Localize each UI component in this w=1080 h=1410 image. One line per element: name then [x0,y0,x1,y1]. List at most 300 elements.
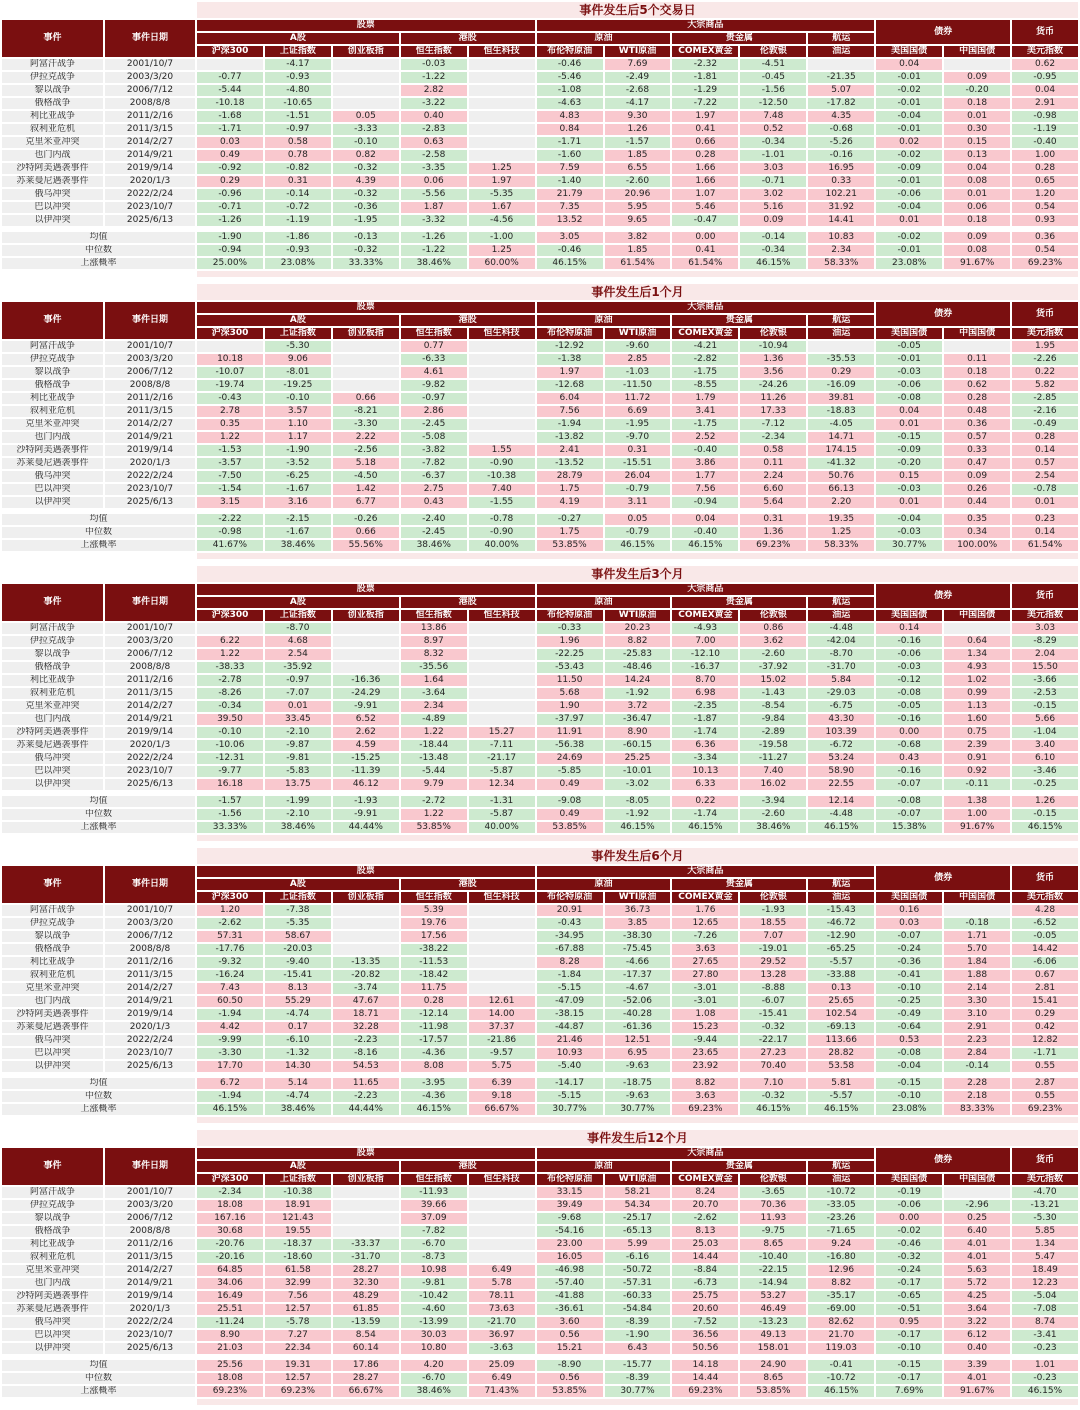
value-cell: -33.05 [808,1200,874,1211]
value-cell: 83.33% [944,1104,1010,1115]
col-header-indicator: 恒生指数 [401,328,467,339]
value-cell: -0.18 [944,918,1010,929]
value-cell: -4.70 [1012,1187,1078,1198]
value-cell: 8.90 [197,1330,263,1341]
value-cell: 3.82 [605,232,671,243]
value-cell: -0.14 [740,232,806,243]
value-cell: -3.35 [401,163,467,174]
event-row [2,497,1078,508]
event-row [2,779,1078,790]
col-header-indicator: 布伦特原油 [537,46,603,57]
value-cell: -0.16 [876,636,942,647]
value-cell: 0.36 [1012,232,1078,243]
value-cell: -7.22 [672,98,738,109]
value-cell: 6.40 [944,1226,1010,1237]
value-cell: -0.49 [1012,419,1078,430]
value-cell: -1.93 [740,905,806,916]
value-cell: 0.03 [876,918,942,929]
value-cell: 7.69% [876,1386,942,1397]
value-cell: 0.08 [944,176,1010,187]
event-table-0 [0,0,1080,279]
value-cell: -2.60 [740,649,806,660]
value-cell: -17.57 [401,1035,467,1046]
event-name-cell: 也门内战 [2,996,103,1007]
value-cell: 121.43 [265,1213,331,1224]
value-cell: -0.06 [876,189,942,200]
value-cell: 0.28 [672,150,738,161]
event-name-cell: 沙特阿美遇袭事件 [2,727,103,738]
value-cell: 7.48 [740,111,806,122]
value-cell: 53.85% [537,822,603,833]
value-cell: 7.07 [740,931,806,942]
value-cell: 19.31 [265,1360,331,1371]
col-header-indicator: 恒生科技 [469,328,535,339]
value-cell: 69.23% [1012,258,1078,269]
value-cell: -3.74 [333,983,399,994]
value-cell: 1.20 [1012,189,1078,200]
value-cell [333,1200,399,1211]
value-cell: -0.09 [876,445,942,456]
value-cell: 2.22 [333,432,399,443]
value-cell: 0.02 [876,137,942,148]
value-cell: -0.23 [1012,1343,1078,1354]
event-date-cell: 2008/8/8 [105,662,195,673]
value-cell: 30.77% [605,1104,671,1115]
event-row [2,1061,1078,1072]
value-cell: -0.10 [197,727,263,738]
summary-label: 上涨概率 [2,1104,195,1115]
value-cell: 9.06 [265,354,331,365]
value-cell: 18.08 [197,1373,263,1384]
value-cell: 40.00% [469,822,535,833]
value-cell: -3.30 [197,1048,263,1059]
value-cell: -18.60 [265,1252,331,1263]
event-name-cell: 叙利亚危机 [2,1252,103,1263]
value-cell [469,124,535,135]
value-cell: -7.50 [197,471,263,482]
event-row [2,1022,1078,1033]
event-name-cell: 也门内战 [2,1278,103,1289]
table-title: 事件发生后1个月 [197,284,1078,300]
event-date-cell: 2019/9/14 [105,727,195,738]
value-cell: -8.70 [808,649,874,660]
value-cell: -1.99 [265,796,331,807]
value-cell: -0.20 [944,85,1010,96]
value-cell: 0.28 [944,393,1010,404]
value-cell: -38.22 [401,944,467,955]
value-cell: -3.65 [740,1187,806,1198]
event-name-cell: 伊拉克战争 [2,636,103,647]
value-cell: 1.67 [469,202,535,213]
value-cell: -0.08 [876,688,942,699]
value-cell: 1.88 [944,970,1010,981]
value-cell: -46.72 [808,918,874,929]
value-cell: 69.23% [672,1386,738,1397]
value-cell: -6.07 [740,996,806,1007]
value-cell: 11.26 [740,393,806,404]
value-cell: 5.84 [808,675,874,686]
value-cell: -0.02 [876,150,942,161]
value-cell: 5.82 [1012,380,1078,391]
value-cell: 46.15% [197,1104,263,1115]
event-row [2,1343,1078,1354]
event-date-cell: 2025/6/13 [105,215,195,226]
value-cell: 12.96 [808,1265,874,1276]
value-cell: -0.94 [672,497,738,508]
value-cell: -1.67 [265,484,331,495]
spacer-cell [2,792,1078,794]
value-cell: 0.09 [944,72,1010,83]
value-cell: -56.38 [537,740,603,751]
col-header-indicator: COMEX黄金 [672,328,738,339]
value-cell: 12.61 [469,996,535,1007]
value-cell [333,649,399,660]
value-cell: -12.92 [537,341,603,352]
value-cell: 0.52 [740,124,806,135]
group-header-currency: 货币 [1012,20,1078,44]
value-cell: -71.65 [808,1226,874,1237]
value-cell: -5.15 [537,983,603,994]
value-cell: -0.01 [876,72,942,83]
value-cell: -0.27 [537,514,603,525]
value-cell: 4.93 [944,662,1010,673]
value-cell: -8.26 [197,688,263,699]
value-cell: 102.21 [808,189,874,200]
event-row [2,406,1078,417]
value-cell: 0.78 [265,150,331,161]
value-cell: 4.01 [944,1239,1010,1250]
value-cell: 21.46 [537,1035,603,1046]
subgroup-header-shipping: 航运 [808,1161,874,1172]
value-cell: 0.14 [876,623,942,634]
subgroup-header-shipping: 航运 [808,879,874,890]
event-name-cell: 克里米亚冲突 [2,1265,103,1276]
value-cell: 46.15% [740,258,806,269]
value-cell: -8.70 [265,623,331,634]
event-name-cell: 巴以冲突 [2,484,103,495]
value-cell: -0.10 [333,137,399,148]
value-cell: -7.08 [1012,1304,1078,1315]
value-cell: 1.97 [672,111,738,122]
value-cell: 18.91 [265,1200,331,1211]
group-header-bonds: 债券 [876,584,1010,608]
value-cell: 6.43 [605,1343,671,1354]
value-cell: -8.39 [605,1373,671,1384]
col-header-indicator: 中国国债 [944,328,1010,339]
value-cell: 0.04 [672,514,738,525]
value-cell [469,380,535,391]
value-cell: 11.93 [740,1213,806,1224]
value-cell: 70.36 [740,1200,806,1211]
event-name-cell: 伊拉克战争 [2,918,103,929]
title-spacer [2,1130,195,1146]
value-cell: -18.83 [808,406,874,417]
value-cell: 2.82 [401,85,467,96]
value-cell: -4.36 [401,1048,467,1059]
value-cell: 6.69 [605,406,671,417]
value-cell: 1.75 [537,484,603,495]
value-cell: 20.91 [537,905,603,916]
value-cell: -1.22 [401,245,467,256]
event-date-cell: 2011/2/16 [105,1239,195,1250]
col-header-indicator: 恒生科技 [469,892,535,903]
event-row [2,215,1078,226]
value-cell: -75.45 [605,944,671,955]
event-name-cell: 阿富汗战争 [2,59,103,70]
value-cell: 5.68 [537,688,603,699]
col-header-indicator: COMEX黄金 [672,610,738,621]
col-header-indicator: 油运 [808,892,874,903]
value-cell: -5.30 [1012,1213,1078,1224]
value-cell: 16.49 [197,1291,263,1302]
value-cell: -2.82 [672,354,738,365]
value-cell: 0.01 [876,419,942,430]
value-cell: 69.23% [672,1104,738,1115]
value-cell: 66.67% [333,1386,399,1397]
col-header-indicator: 美国国债 [876,328,942,339]
event-row [2,150,1078,161]
value-cell: 6.33 [672,779,738,790]
event-name-cell: 阿富汗战争 [2,623,103,634]
value-cell [197,623,263,634]
value-cell [469,72,535,83]
value-cell [333,354,399,365]
value-cell: 61.54% [1012,540,1078,551]
value-cell: -1.94 [537,419,603,430]
value-cell: 17.33 [740,406,806,417]
event-date-cell: 2023/10/7 [105,484,195,495]
value-cell: 38.46% [265,822,331,833]
value-cell: -1.74 [672,809,738,820]
value-cell: -1.92 [605,809,671,820]
value-cell: -16.37 [672,662,738,673]
spacer-cell [2,1356,1078,1358]
spacer-cell [2,510,1078,512]
value-cell [469,714,535,725]
value-cell: -0.94 [197,245,263,256]
value-cell [469,1200,535,1211]
value-cell: 0.49 [537,809,603,820]
value-cell: 0.15 [944,137,1010,148]
value-cell: 5.78 [469,1278,535,1289]
event-name-cell: 克里米亚冲突 [2,983,103,994]
value-cell: 69.23% [265,1386,331,1397]
value-cell: 39.50 [197,714,263,725]
event-row [2,1278,1078,1289]
value-cell: -4.74 [265,1091,331,1102]
event-date-cell: 2008/8/8 [105,98,195,109]
event-name-cell: 以伊冲突 [2,215,103,226]
value-cell: -6.33 [401,354,467,365]
value-cell: 0.75 [944,727,1010,738]
event-name-cell: 巴以冲突 [2,1330,103,1341]
value-cell: -6.16 [605,1252,671,1263]
value-cell: -0.49 [876,1009,942,1020]
value-cell: 1.13 [944,701,1010,712]
col-header-indicator: 伦敦银 [740,892,806,903]
value-cell: -0.25 [1012,779,1078,790]
value-cell: -0.25 [876,996,942,1007]
value-cell: -11.98 [401,1022,467,1033]
value-cell [333,59,399,70]
value-cell: 19.76 [401,918,467,929]
value-cell: 0.62 [1012,59,1078,70]
value-cell: 14.30 [265,1061,331,1072]
value-cell: 20.96 [605,189,671,200]
subgroup-header-ashare: A股 [197,879,399,890]
value-cell: 2.34 [401,701,467,712]
value-cell: -31.70 [333,1252,399,1263]
value-cell: 7.40 [740,766,806,777]
value-cell: -9.91 [333,809,399,820]
col-header-indicator: 创业板指 [333,328,399,339]
value-cell: 46.12 [333,779,399,790]
value-cell: -4.67 [605,983,671,994]
col-header-indicator: 美元指数 [1012,1174,1078,1185]
value-cell: -2.62 [197,918,263,929]
value-cell: -0.79 [605,527,671,538]
event-date-cell: 2011/3/15 [105,688,195,699]
value-cell: 8.82 [672,1078,738,1089]
value-cell: 25.00% [197,258,263,269]
value-cell: 1.25 [469,245,535,256]
value-cell: 0.31 [265,176,331,187]
value-cell: -69.00 [808,1304,874,1315]
summary-label: 均值 [2,1360,195,1371]
value-cell: -3.01 [672,996,738,1007]
value-cell: -10.94 [740,341,806,352]
value-cell: 3.10 [944,1009,1010,1020]
value-cell: -22.17 [740,1035,806,1046]
bottom-band-row [2,271,1078,277]
value-cell: -8.73 [401,1252,467,1263]
value-cell: 4.68 [265,636,331,647]
col-header-event: 事件 [2,866,103,903]
value-cell: -25.83 [605,649,671,660]
value-cell: 0.95 [876,1317,942,1328]
group-header-bonds: 债券 [876,866,1010,890]
value-cell: 3.64 [944,1304,1010,1315]
value-cell: 30.77% [876,540,942,551]
value-cell: -2.60 [605,176,671,187]
value-cell: -8.88 [740,983,806,994]
value-cell: 16.18 [197,779,263,790]
title-row [2,2,1078,18]
value-cell: -0.17 [876,1330,942,1341]
value-cell: 113.66 [808,1035,874,1046]
value-cell: -10.72 [808,1373,874,1384]
value-cell: 1.71 [944,931,1010,942]
value-cell: -10.38 [469,471,535,482]
col-header-event-date: 事件日期 [105,866,195,903]
value-cell: -10.01 [605,766,671,777]
value-cell: -38.15 [537,1009,603,1020]
value-cell: 5.75 [469,1061,535,1072]
event-date-cell: 2025/6/13 [105,1061,195,1072]
value-cell: 5.81 [808,1078,874,1089]
value-cell: 0.86 [740,623,806,634]
group-header-stocks: 股票 [197,584,535,595]
event-date-cell: 2008/8/8 [105,1226,195,1237]
value-cell: 1.00 [944,809,1010,820]
value-cell: -1.57 [197,796,263,807]
header-row-groups [2,584,1078,595]
value-cell: 14.44 [672,1373,738,1384]
value-cell: 3.15 [197,497,263,508]
value-cell: 33.15 [537,1187,603,1198]
value-cell [333,1187,399,1198]
value-cell: 174.15 [808,445,874,456]
value-cell: -24.26 [740,380,806,391]
event-name-cell: 利比亚战争 [2,675,103,686]
value-cell: -65.13 [605,1226,671,1237]
value-cell: 33.33% [197,822,263,833]
value-cell: 8.08 [401,1061,467,1072]
value-cell: -3.32 [401,215,467,226]
value-cell: -9.44 [672,1035,738,1046]
value-cell: 0.33 [808,176,874,187]
value-cell [944,905,1010,916]
value-cell: 21.79 [537,189,603,200]
row-spacer [2,228,1078,230]
value-cell: 50.76 [808,471,874,482]
value-cell: 3.72 [605,701,671,712]
value-cell: -2.83 [401,124,467,135]
event-name-cell: 黎以战争 [2,85,103,96]
value-cell: -0.71 [197,202,263,213]
value-cell: 31.92 [808,202,874,213]
value-cell: 36.73 [605,905,671,916]
value-cell: 64.85 [197,1265,263,1276]
value-cell: 12.14 [808,796,874,807]
value-cell: -13.21 [1012,1200,1078,1211]
value-cell: -9.84 [740,714,806,725]
subgroup-header-hk: 港股 [401,315,535,326]
value-cell [469,393,535,404]
value-cell: -1.60 [537,150,603,161]
value-cell: 53.58 [808,1061,874,1072]
col-header-indicator: 上证指数 [265,610,331,621]
summary-label: 均值 [2,796,195,807]
event-name-cell: 俄乌冲突 [2,189,103,200]
value-cell: 0.99 [944,688,1010,699]
value-cell: -1.57 [605,137,671,148]
value-cell: -19.58 [740,740,806,751]
event-name-cell: 苏莱曼尼遇袭事件 [2,1304,103,1315]
value-cell: 39.49 [537,1200,603,1211]
value-cell: -9.60 [605,341,671,352]
value-cell: 5.14 [265,1078,331,1089]
bottom-band [197,271,1078,277]
col-header-indicator: 布伦特原油 [537,892,603,903]
value-cell: 58.21 [605,1187,671,1198]
value-cell [469,367,535,378]
event-row [2,484,1078,495]
event-date-cell: 2022/2/24 [105,1317,195,1328]
value-cell: -15.25 [333,753,399,764]
value-cell: -2.34 [740,432,806,443]
value-cell: -5.57 [808,1091,874,1102]
value-cell: 5.16 [740,202,806,213]
event-name-cell: 黎以战争 [2,649,103,660]
value-cell: -12.50 [740,98,806,109]
event-name-cell: 阿富汗战争 [2,341,103,352]
value-cell: -0.68 [876,740,942,751]
value-cell: -9.40 [265,957,331,968]
value-cell: 5.07 [808,85,874,96]
event-date-cell: 2003/3/20 [105,1200,195,1211]
value-cell: -5.40 [537,1061,603,1072]
